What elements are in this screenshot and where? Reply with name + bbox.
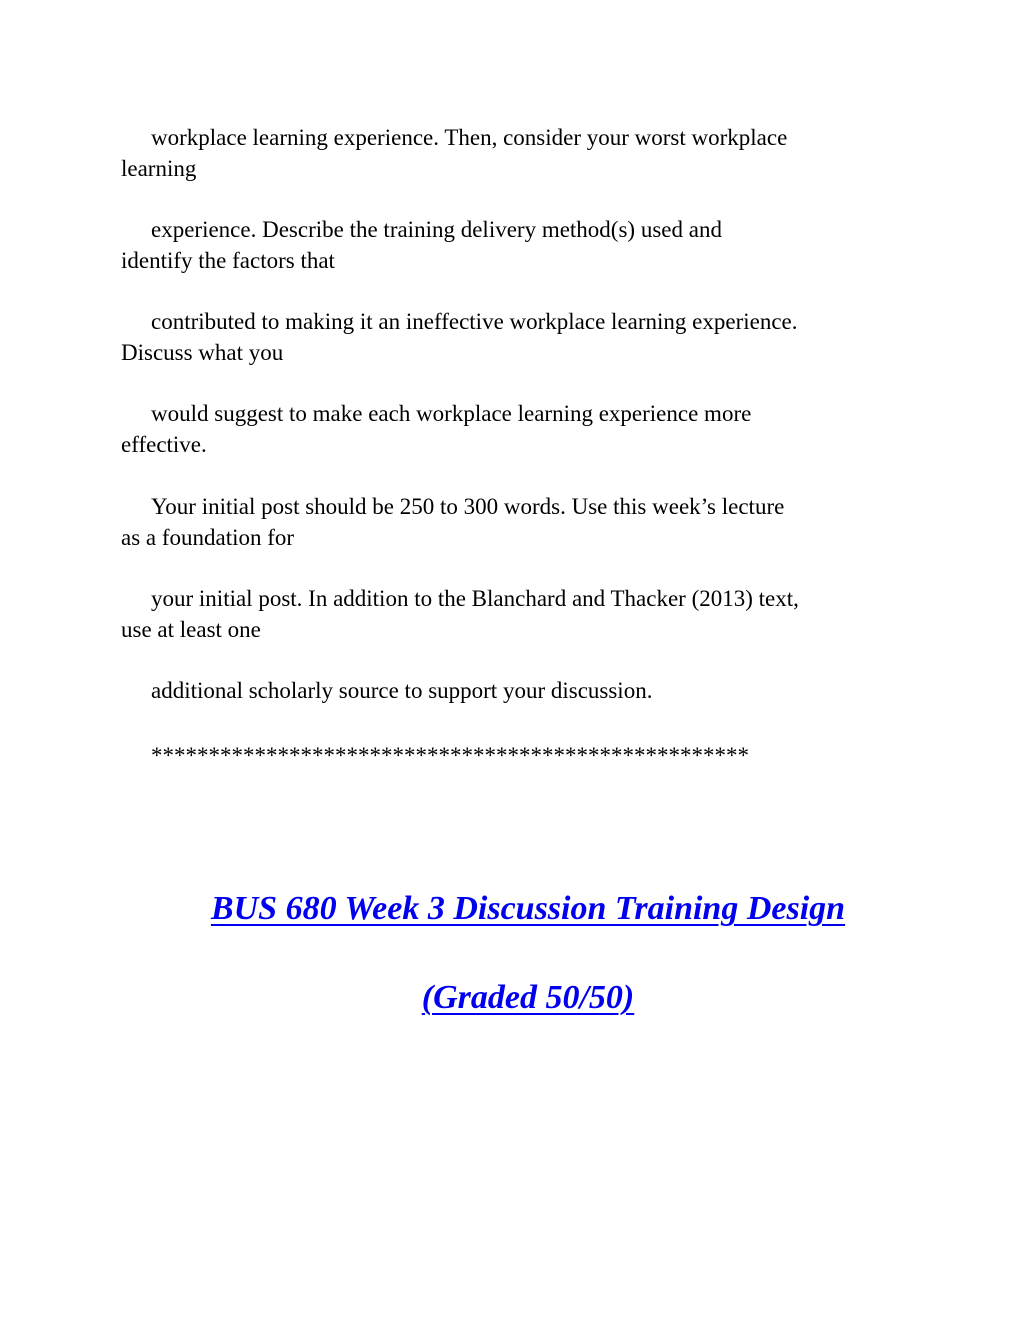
paragraph-2 — [121, 214, 921, 276]
document-title-link-line-1[interactable]: BUS 680 Week 3 Discussion Training Design — [210, 890, 846, 927]
paragraph-7 — [121, 675, 921, 706]
paragraph-6 — [121, 583, 921, 645]
paragraph-1-line-2: learning — [121, 156, 197, 181]
paragraph-4-line-2: effective. — [121, 432, 207, 457]
paragraph-6-line-2: use at least one — [121, 617, 261, 642]
paragraph-2-line-1: experience. Describe the training delivery method(s) used and — [151, 217, 722, 242]
paragraph-4-line-1: would suggest to make each workplace learning experience more — [151, 401, 752, 426]
paragraph-6-line-1: your initial post. In addition to the Blanchard and Thacker (2013) text, — [151, 586, 799, 611]
paragraph-5 — [121, 491, 921, 553]
paragraph-1-line-1: workplace learning experience. Then, consider your worst workplace — [151, 125, 788, 150]
paragraph-5-line-2: as a foundation for — [121, 525, 295, 550]
paragraph-3-line-1: contributed to making it an ineffective workplace learning experience. — [151, 309, 798, 334]
paragraph-3 — [121, 306, 921, 368]
paragraph-4 — [121, 398, 921, 460]
paragraph-1 — [121, 122, 921, 184]
separator-asterisks: **************************************************** — [151, 743, 749, 768]
paragraph-2-line-2: identify the factors that — [121, 248, 335, 273]
document-title-link-line-2[interactable]: (Graded 50/50) — [421, 979, 635, 1016]
paragraph-5-line-1: Your initial post should be 250 to 300 words. Use this week’s lecture — [151, 494, 785, 519]
paragraph-3-line-2: Discuss what you — [121, 340, 284, 365]
paragraph-7-line-1: additional scholarly source to support your discussion. — [151, 678, 653, 703]
